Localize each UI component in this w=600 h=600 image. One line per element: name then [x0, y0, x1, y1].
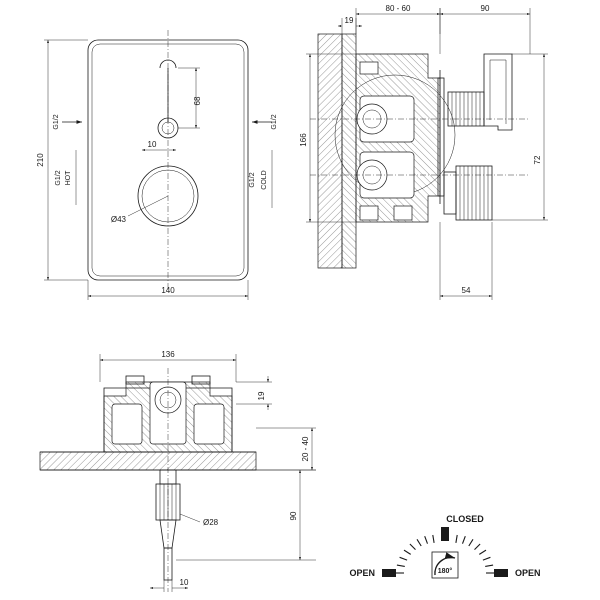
open-marker-left [382, 569, 396, 577]
dim-top-width: 136 [161, 350, 175, 359]
dim-top-small: 19 [257, 391, 266, 401]
open-marker-right [494, 569, 508, 577]
label-cold: COLD [261, 170, 268, 190]
dim-handle-height: 72 [533, 155, 542, 165]
legend-open-right-label: OPEN [515, 568, 541, 578]
label-hot-thread: G1/2 [55, 170, 62, 186]
dim-lever-offset: 10 [147, 140, 157, 149]
dim-inset: 19 [344, 16, 354, 25]
dim-projection: 90 [480, 4, 490, 13]
side-section-view [299, 4, 548, 300]
dim-body-height: 166 [299, 133, 308, 147]
dim-tip: 10 [179, 578, 189, 587]
dim-wall-range: 80 - 60 [385, 4, 411, 13]
dim-lever-height: 68 [193, 96, 202, 106]
dim-stem-diameter: Ø28 [203, 518, 219, 527]
dim-plate-height: 210 [36, 153, 45, 167]
legend-open-left-label: OPEN [349, 568, 375, 578]
dim-plate-width: 140 [161, 286, 175, 295]
front-elevation-view [36, 30, 278, 300]
dim-depth: 54 [461, 286, 471, 295]
label-right-g12: G1/2 [271, 114, 278, 130]
dim-stem-length: 90 [289, 511, 298, 521]
legend-closed-label: CLOSED [446, 514, 484, 524]
label-left-g12: G1/2 [53, 114, 60, 130]
closed-marker [441, 527, 449, 541]
top-section-view [40, 350, 316, 592]
legend-angle-label: 180° [437, 568, 453, 575]
dim-knob-diameter: Ø43 [110, 215, 126, 224]
valve-rotation-legend [349, 514, 540, 578]
dim-top-wall-range: 20 - 40 [301, 436, 310, 462]
label-hot: HOT [65, 170, 72, 186]
label-cold-thread: G1/2 [249, 172, 256, 188]
